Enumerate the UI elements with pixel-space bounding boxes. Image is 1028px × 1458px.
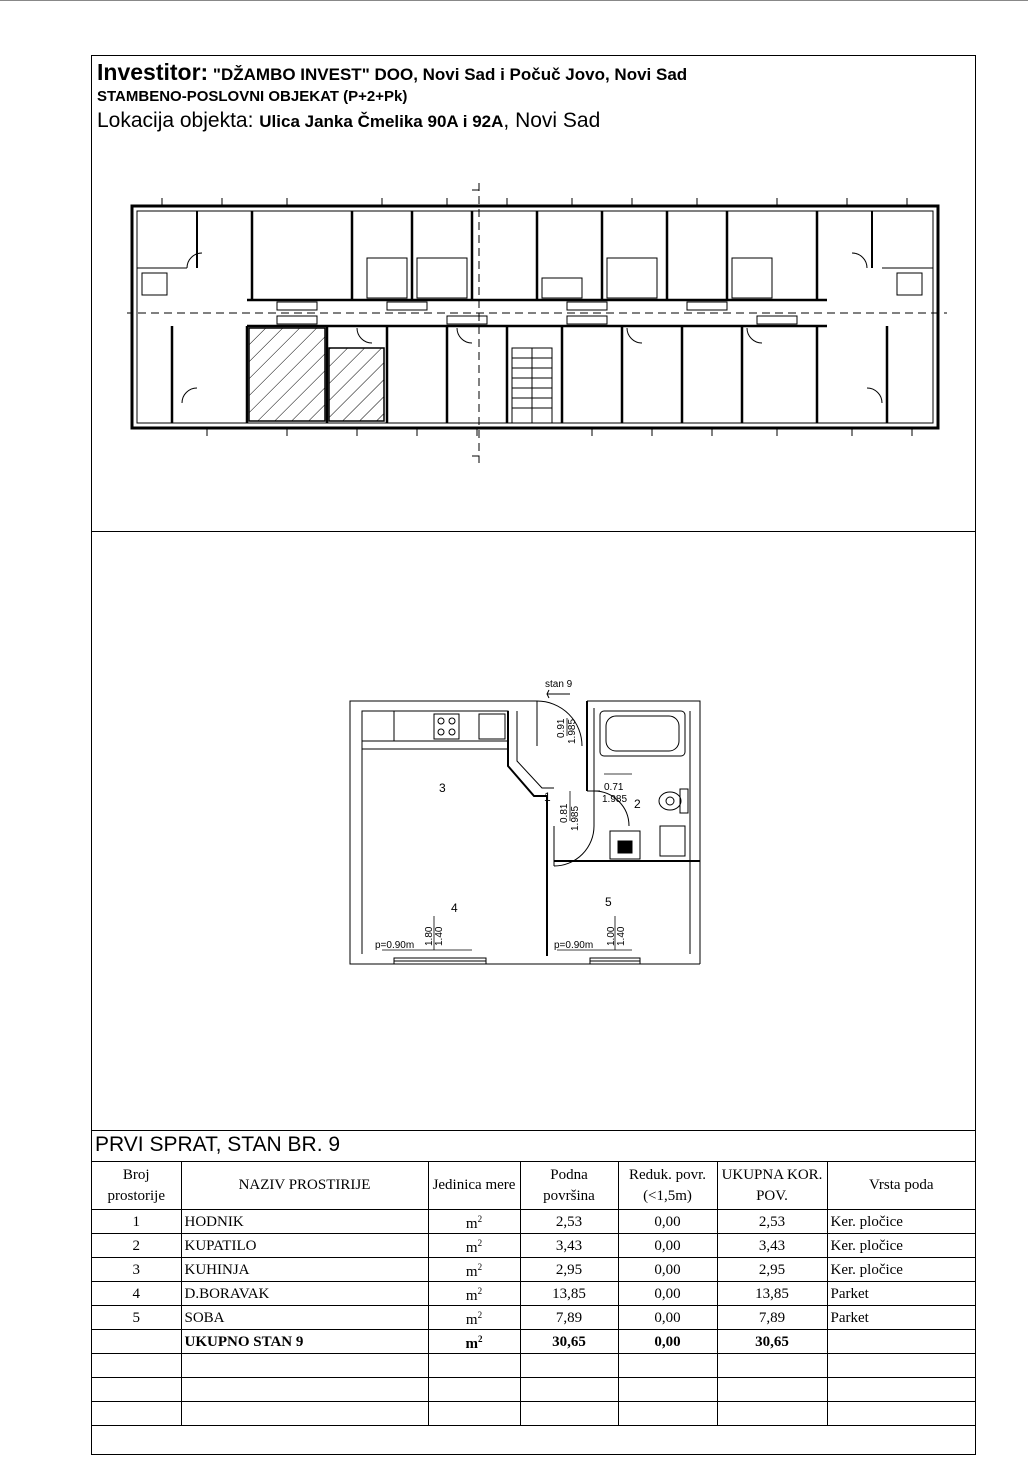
unit-exp: 2: [477, 1286, 483, 1296]
dim-d2a: 0.71: [604, 782, 624, 793]
room-total-area: 13,85: [717, 1282, 827, 1306]
unit: m: [465, 1288, 478, 1304]
room-unit: [428, 1258, 520, 1282]
room-no: 5: [92, 1306, 181, 1330]
empty-row: [92, 1378, 975, 1402]
top-border-line: [0, 0, 1028, 1]
col-header-total: UKUPNA KOR. POV.: [717, 1162, 827, 1210]
room-unit: [428, 1210, 520, 1234]
room-unit: [428, 1306, 520, 1330]
room-no: 3: [92, 1258, 181, 1282]
unit: m: [465, 1264, 478, 1280]
room-floor-type: Parket: [827, 1306, 975, 1330]
room-floor-area: 7,89: [520, 1306, 618, 1330]
building-floor-plan: [127, 178, 947, 468]
unit-exp: 2: [478, 1334, 483, 1344]
investor-line: [97, 60, 970, 87]
table-row: [92, 1234, 975, 1258]
dim-d3a: 0.81: [559, 803, 570, 823]
document-sheet: [91, 55, 976, 1455]
unit-exp: 2: [477, 1238, 483, 1248]
table-row: [92, 1282, 975, 1306]
empty-row: [92, 1354, 975, 1378]
table-row: [92, 1210, 975, 1234]
object-line: STAMBENO-POSLOVNI OBJEKAT (P+2+Pk): [97, 88, 408, 105]
investor-label: Investitor:: [97, 59, 209, 85]
room-floor-area: 2,53: [520, 1210, 618, 1234]
table-row: [92, 1258, 975, 1282]
room-floor-area: 13,85: [520, 1282, 618, 1306]
room-total-area: 2,53: [717, 1210, 827, 1234]
unit-exp: 2: [477, 1214, 483, 1224]
room-no: 4: [92, 1282, 181, 1306]
dim-w1a: 1.80: [424, 926, 435, 946]
dim-d1a: 0.91: [556, 718, 567, 738]
dim-w2a: 1.00: [606, 926, 617, 946]
location-street: Ulica Janka Čmelika 90A i 92A: [259, 112, 504, 131]
unit: m: [465, 1240, 478, 1256]
room-no: 2: [92, 1234, 181, 1258]
room-number-1: 1: [544, 790, 551, 804]
room-number-5: 5: [605, 895, 612, 909]
empty-row: [92, 1402, 975, 1426]
col-header-reduced: Reduk. povr. (<1,5m): [618, 1162, 717, 1210]
room-reduced-area: 0,00: [618, 1306, 717, 1330]
investor-value: "DŽAMBO INVEST" DOO, Novi Sad i Počuč Jovo, Novi Sad: [208, 65, 688, 84]
unit-exp: 2: [477, 1310, 483, 1320]
total-total-area: 30,65: [717, 1330, 827, 1354]
room-total-area: 2,95: [717, 1258, 827, 1282]
room-reduced-area: 0,00: [618, 1282, 717, 1306]
total-unit: [428, 1330, 520, 1354]
unit-exp: 2: [477, 1262, 483, 1272]
section-title: PRVI SPRAT, STAN BR. 9: [95, 1133, 341, 1156]
table-top-line: [92, 1130, 975, 1131]
room-unit: [428, 1282, 520, 1306]
total-row: [92, 1330, 975, 1354]
header-block: [97, 60, 970, 136]
room-total-area: 3,43: [717, 1234, 827, 1258]
room-floor-area: 2,95: [520, 1258, 618, 1282]
dim-w2p: p=0.90m: [554, 940, 594, 951]
dim-d2b: 1.985: [602, 794, 628, 805]
room-reduced-area: 0,00: [618, 1210, 717, 1234]
room-name: D.BORAVAK: [181, 1282, 428, 1306]
room-floor-area: 3,43: [520, 1234, 618, 1258]
dim-w1p: p=0.90m: [375, 940, 415, 951]
dim-d3b: 1.985: [570, 805, 581, 831]
room-reduced-area: 0,00: [618, 1258, 717, 1282]
location-label: Lokacija objekta:: [97, 109, 260, 132]
total-name: UKUPNO STAN 9: [181, 1330, 428, 1354]
room-number-3: 3: [439, 781, 446, 795]
rooms-table: [92, 1161, 975, 1426]
room-name: KUPATILO: [181, 1234, 428, 1258]
col-header-floor: Podna površina: [520, 1162, 618, 1210]
table-header-row: [92, 1162, 975, 1210]
col-header-name: NAZIV PROSTIRIJE: [181, 1162, 428, 1210]
room-reduced-area: 0,00: [618, 1234, 717, 1258]
room-floor-type: Ker. pločice: [827, 1210, 975, 1234]
room-name: KUHINJA: [181, 1258, 428, 1282]
room-number-2: 2: [634, 797, 641, 811]
unit: m: [465, 1216, 478, 1232]
section-divider: [92, 531, 975, 532]
room-name: SOBA: [181, 1306, 428, 1330]
room-floor-type: Ker. pločice: [827, 1234, 975, 1258]
total-floor-area: 30,65: [520, 1330, 618, 1354]
apartment-floor-plan: [342, 676, 712, 976]
room-floor-type: Parket: [827, 1282, 975, 1306]
unit: m: [465, 1336, 478, 1352]
dim-d1b: 1.985: [567, 718, 578, 744]
room-number-4: 4: [451, 901, 458, 915]
room-floor-type: Ker. pločice: [827, 1258, 975, 1282]
dim-w1b: 1.40: [434, 926, 445, 946]
col-header-floor-type: Vrsta poda: [827, 1162, 975, 1210]
room-name: HODNIK: [181, 1210, 428, 1234]
stan-label: stan 9: [545, 679, 573, 690]
col-header-unit: Jedinica mere: [428, 1162, 520, 1210]
total-reduced-area: 0,00: [618, 1330, 717, 1354]
col-header-no: Broj prostorije: [92, 1162, 181, 1210]
location-city: , Novi Sad: [503, 109, 601, 132]
total-floor-type: [827, 1330, 975, 1354]
table-row: [92, 1306, 975, 1330]
total-no: [92, 1330, 181, 1354]
room-total-area: 7,89: [717, 1306, 827, 1330]
location-line: [97, 107, 970, 136]
room-unit: [428, 1234, 520, 1258]
unit: m: [465, 1312, 478, 1328]
dim-w2b: 1.40: [616, 926, 627, 946]
room-no: 1: [92, 1210, 181, 1234]
